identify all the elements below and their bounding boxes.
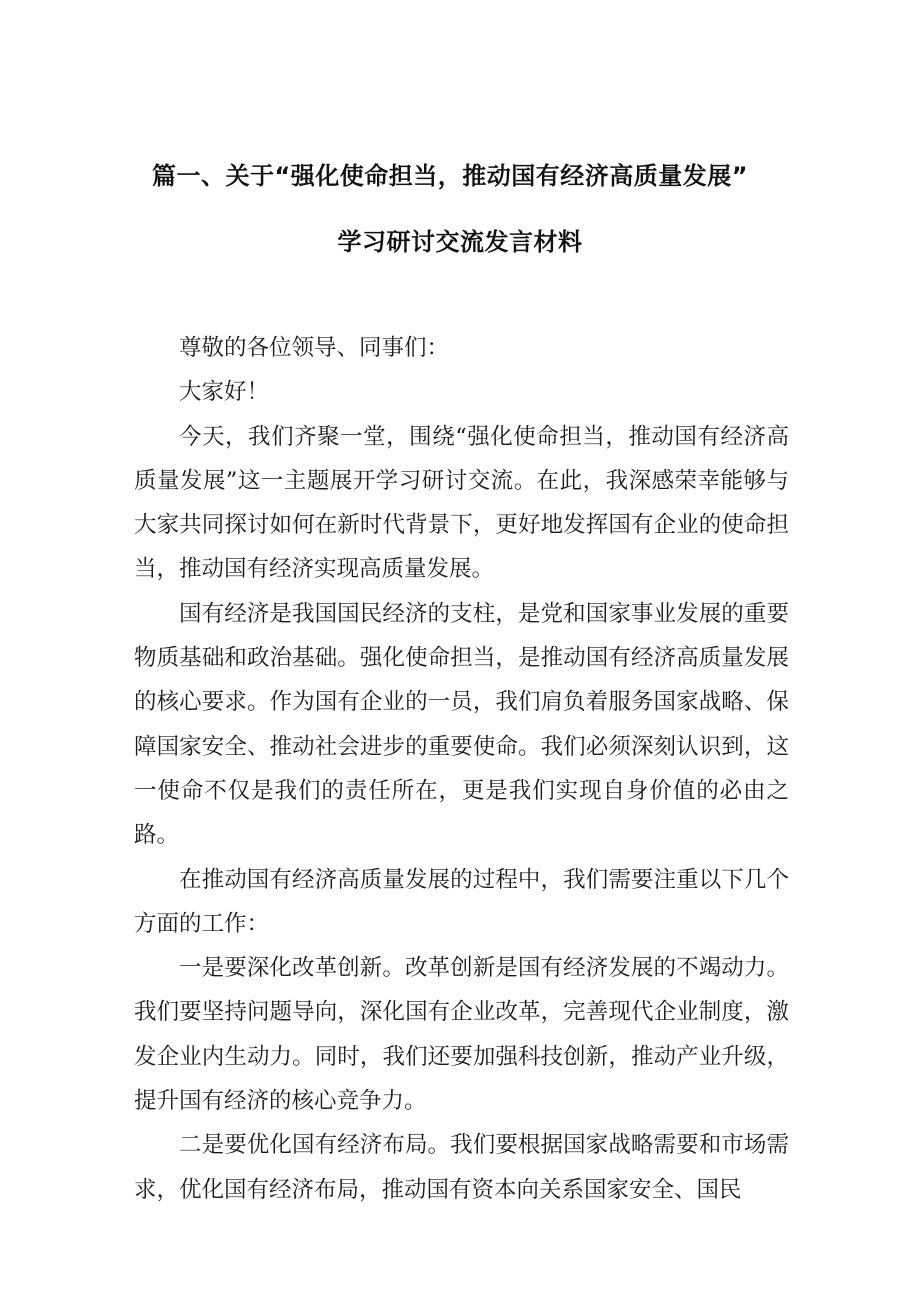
- document-body: [134, 326, 789, 1212]
- body-paragraph-pillar: 国有经济是我国国民经济的支柱，是党和国家事业发展的重要物质基础和政治基础。强化使命担当，是推动国有经济高质量发展的核心要求。作为国有企业的一员，我们肩负着服务国家战略、保障国家安全、推动社会进步的重要使命。我们必须深刻认识到，这一使命不仅是我们的责任所在，更是我们实现自身价值的必由之路。: [134, 600, 789, 849]
- body-paragraph-intro: 今天，我们齐聚一堂，围绕“强化使命担当，推动国有经济高质量发展”这一主题展开学习研讨交流。在此，我深感荣幸能够与大家共同探讨如何在新时代背景下，更好地发挥国有企业的使命担当，推动国有经济实现高质量发展。: [134, 423, 789, 583]
- greeting: 大家好！: [179, 379, 270, 406]
- document-title-line-1: 篇一、关于“强化使命担当，推动国有经济高质量发展”: [151, 162, 749, 190]
- body-paragraph-reform: 一是要深化改革创新。改革创新是国有经济发展的不竭动力。我们要坚持问题导向，深化国有企业改革，完善现代企业制度，激发企业内生动力。同时，我们还要加强科技创新，推动产业升级，提升国有经济的核心竞争力。: [134, 955, 789, 1115]
- body-paragraph-layout: 二是要优化国有经济布局。我们要根据国家战略需要和市场需求，优化国有经济布局，推动国有资本向关系国家安全、国民: [134, 1132, 789, 1203]
- body-paragraph-aspects: 在推动国有经济高质量发展的过程中，我们需要注重以下几个方面的工作：: [134, 866, 789, 937]
- document-title-line-2: 学习研讨交流发言材料: [337, 228, 583, 256]
- salutation: 尊敬的各位领导、同事们：: [179, 335, 450, 361]
